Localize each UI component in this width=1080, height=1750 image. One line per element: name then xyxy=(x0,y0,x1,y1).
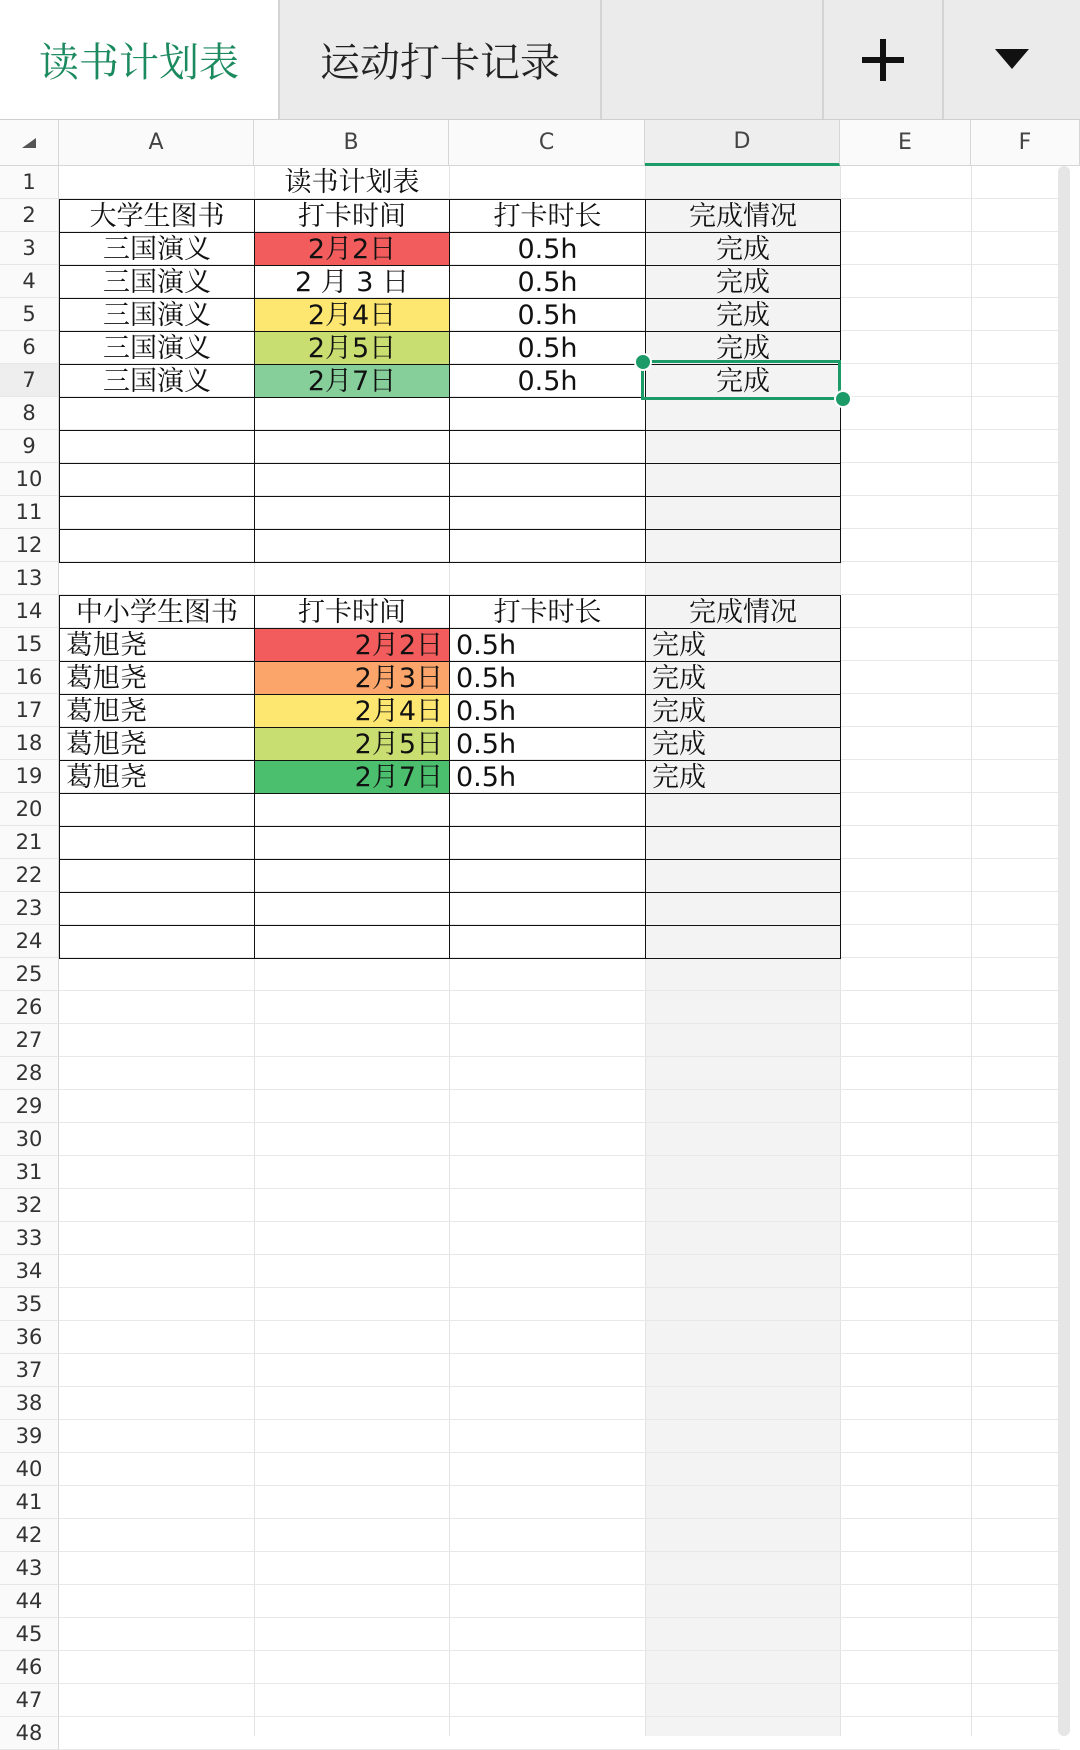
row-header-31[interactable]: 31 xyxy=(0,1156,59,1189)
table1-cell[interactable]: 三国演义 xyxy=(59,298,254,331)
table1-cell[interactable]: 完成 xyxy=(645,265,841,298)
row-header-32[interactable]: 32 xyxy=(0,1189,59,1222)
table2-cell[interactable]: 2月4日 xyxy=(254,694,449,727)
row-header-46[interactable]: 46 xyxy=(0,1651,59,1684)
row-header-48[interactable]: 48 xyxy=(0,1717,59,1750)
row-header-7[interactable]: 7 xyxy=(0,364,59,397)
table1-empty-cell[interactable] xyxy=(59,397,254,430)
grid-row-line xyxy=(59,1452,1060,1453)
table2-cell[interactable]: 葛旭尧 xyxy=(59,661,254,694)
row-header-35[interactable]: 35 xyxy=(0,1288,59,1321)
row-header-2[interactable]: 2 xyxy=(0,199,59,232)
grid-row-line xyxy=(59,1485,1060,1486)
table1-cell[interactable]: 三国演义 xyxy=(59,265,254,298)
tab-label: 运动打卡记录 xyxy=(320,40,560,86)
table2-cell[interactable]: 2月7日 xyxy=(254,760,449,793)
table1-empty-cell[interactable] xyxy=(449,463,645,496)
table2-cell[interactable]: 0.5h xyxy=(449,628,645,661)
column-header-a[interactable]: A xyxy=(59,120,254,166)
column-header-c[interactable]: C xyxy=(449,120,645,166)
table2-cell[interactable]: 0.5h xyxy=(449,760,645,793)
cell-selection-box[interactable] xyxy=(641,360,841,400)
row-header-19[interactable]: 19 xyxy=(0,760,59,793)
table1-cell[interactable]: 0.5h xyxy=(449,265,645,298)
table2-empty-cell[interactable] xyxy=(645,892,841,925)
sheet-menu-button[interactable] xyxy=(942,0,1080,119)
table2-empty-cell[interactable] xyxy=(645,925,841,959)
table1-cell[interactable]: 三国演义 xyxy=(59,232,254,265)
table2-empty-cell[interactable] xyxy=(254,925,449,959)
row-header-34[interactable]: 34 xyxy=(0,1255,59,1288)
table1-cell[interactable]: 完成 xyxy=(645,232,841,265)
table2-empty-cell[interactable] xyxy=(645,793,841,826)
row-header-17[interactable]: 17 xyxy=(0,694,59,727)
table1-empty-cell[interactable] xyxy=(254,430,449,463)
table1-empty-cell[interactable] xyxy=(449,496,645,529)
table1-empty-cell[interactable] xyxy=(254,463,449,496)
row-header-30[interactable]: 30 xyxy=(0,1123,59,1156)
table1-empty-cell[interactable] xyxy=(645,397,841,430)
row-header-47[interactable]: 47 xyxy=(0,1684,59,1717)
row-header-22[interactable]: 22 xyxy=(0,859,59,892)
table1-cell[interactable]: 完成 xyxy=(645,331,841,364)
table1-empty-cell[interactable] xyxy=(449,529,645,563)
grid-row-line xyxy=(59,1287,1060,1288)
row-header-25[interactable]: 25 xyxy=(0,958,59,991)
column-header-d[interactable]: D xyxy=(645,120,840,166)
tab-exercise-log[interactable] xyxy=(280,0,602,119)
row-header-8[interactable]: 8 xyxy=(0,397,59,430)
grid-row-line xyxy=(59,1089,1060,1090)
table2-empty-cell[interactable] xyxy=(449,859,645,892)
table1-header-cell[interactable]: 打卡时间 xyxy=(254,199,449,232)
table1-empty-cell[interactable] xyxy=(645,496,841,529)
table2-cell[interactable]: 2月3日 xyxy=(254,661,449,694)
table1-header-cell[interactable]: 打卡时长 xyxy=(449,199,645,232)
add-sheet-button[interactable] xyxy=(822,0,942,119)
row-header-23[interactable]: 23 xyxy=(0,892,59,925)
row-header-24[interactable]: 24 xyxy=(0,925,59,958)
grid-row-line xyxy=(59,1386,1060,1387)
table2-cell[interactable]: 0.5h xyxy=(449,694,645,727)
table1-empty-cell[interactable] xyxy=(59,529,254,563)
table2-header-cell[interactable]: 完成情况 xyxy=(645,595,841,628)
grid-row-line xyxy=(59,1023,1060,1024)
table1-header-cell[interactable]: 大学生图书 xyxy=(59,199,254,232)
table2-empty-cell[interactable] xyxy=(254,859,449,892)
grid-row-line xyxy=(59,1320,1060,1321)
row-header-38[interactable]: 38 xyxy=(0,1387,59,1420)
row-header-3[interactable]: 3 xyxy=(0,232,59,265)
table2-empty-cell[interactable] xyxy=(59,826,254,859)
tab-label: 读书计划表 xyxy=(39,40,239,86)
grid-row-line xyxy=(59,1221,1060,1222)
row-header-13[interactable]: 13 xyxy=(0,562,59,595)
row-header-11[interactable]: 11 xyxy=(0,496,59,529)
table1-empty-cell[interactable] xyxy=(645,430,841,463)
table2-empty-cell[interactable] xyxy=(645,859,841,892)
grid-row-line xyxy=(59,1617,1060,1618)
table1-header-cell[interactable]: 完成情况 xyxy=(645,199,841,232)
row-header-26[interactable]: 26 xyxy=(0,991,59,1024)
table2-header-cell[interactable]: 打卡时间 xyxy=(254,595,449,628)
table1-cell[interactable]: 三国演义 xyxy=(59,331,254,364)
row-header-10[interactable]: 10 xyxy=(0,463,59,496)
grid-row-line xyxy=(59,1650,1060,1651)
table2-cell[interactable]: 0.5h xyxy=(449,727,645,760)
column-header-e[interactable]: E xyxy=(840,120,971,166)
plus-icon xyxy=(860,37,906,83)
table1-empty-cell[interactable] xyxy=(645,529,841,563)
grid-row-line xyxy=(59,1056,1060,1057)
table1-cell[interactable]: 2月4日 xyxy=(254,298,449,331)
grid-row-line xyxy=(59,1584,1060,1585)
table2-empty-cell[interactable] xyxy=(59,793,254,826)
table2-empty-cell[interactable] xyxy=(254,793,449,826)
grid-row-line xyxy=(59,990,1060,991)
vertical-scrollbar[interactable] xyxy=(1058,166,1070,1736)
table2-empty-cell[interactable] xyxy=(449,925,645,959)
table2-empty-cell[interactable] xyxy=(59,859,254,892)
table2-empty-cell[interactable] xyxy=(254,826,449,859)
row-header-41[interactable]: 41 xyxy=(0,1486,59,1519)
table2-cell[interactable]: 完成 xyxy=(645,628,841,661)
table1-empty-cell[interactable] xyxy=(449,430,645,463)
grid-column-line xyxy=(971,166,972,1736)
table2-cell[interactable]: 完成 xyxy=(645,727,841,760)
row-header-27[interactable]: 27 xyxy=(0,1024,59,1057)
table1-cell[interactable]: 2月5日 xyxy=(254,331,449,364)
table1-empty-cell[interactable] xyxy=(254,529,449,563)
table1-title-text: 读书计划表 xyxy=(284,167,420,198)
row-header-36[interactable]: 36 xyxy=(0,1321,59,1354)
grid-row-line xyxy=(59,1683,1060,1684)
table1-cell[interactable]: 2月7日 xyxy=(254,364,449,397)
selection-handle-bottom-right[interactable] xyxy=(834,390,852,408)
grid-row-line xyxy=(59,1419,1060,1420)
row-header-9[interactable]: 9 xyxy=(0,430,59,463)
table2-cell[interactable]: 葛旭尧 xyxy=(59,760,254,793)
table2-cell[interactable]: 2月5日 xyxy=(254,727,449,760)
column-header-b[interactable]: B xyxy=(254,120,449,166)
caret-down-icon xyxy=(995,49,1029,71)
table1-empty-cell[interactable] xyxy=(254,496,449,529)
table2-header-cell[interactable]: 打卡时长 xyxy=(449,595,645,628)
table1-cell[interactable]: 完成 xyxy=(645,364,841,397)
table1-cell[interactable]: 0.5h xyxy=(449,364,645,397)
grid-row-line xyxy=(59,1353,1060,1354)
table2-cell[interactable]: 葛旭尧 xyxy=(59,727,254,760)
table1-empty-cell[interactable] xyxy=(645,463,841,496)
sheet-tab-bar xyxy=(0,0,1080,120)
row-header-1[interactable]: 1 xyxy=(0,166,59,199)
row-header-42[interactable]: 42 xyxy=(0,1519,59,1552)
table2-cell[interactable]: 葛旭尧 xyxy=(59,628,254,661)
row-header-39[interactable]: 39 xyxy=(0,1420,59,1453)
table1-empty-cell[interactable] xyxy=(59,430,254,463)
row-header-18[interactable]: 18 xyxy=(0,727,59,760)
row-header-14[interactable]: 14 xyxy=(0,595,59,628)
tab-reading-plan[interactable] xyxy=(0,0,280,119)
table2-empty-cell[interactable] xyxy=(449,892,645,925)
row-header-33[interactable]: 33 xyxy=(0,1222,59,1255)
table2-empty-cell[interactable] xyxy=(645,826,841,859)
table2-cell[interactable]: 0.5h xyxy=(449,661,645,694)
row-header-43[interactable]: 43 xyxy=(0,1552,59,1585)
row-header-29[interactable]: 29 xyxy=(0,1090,59,1123)
row-header-40[interactable]: 40 xyxy=(0,1453,59,1486)
row-header-28[interactable]: 28 xyxy=(0,1057,59,1090)
table1-cell[interactable]: 0.5h xyxy=(449,232,645,265)
row-header-12[interactable]: 12 xyxy=(0,529,59,562)
table2-empty-cell[interactable] xyxy=(449,793,645,826)
grid-row-line xyxy=(59,1155,1060,1156)
select-all-corner[interactable] xyxy=(0,120,59,166)
selection-handle-top-left[interactable] xyxy=(634,353,652,371)
row-header-21[interactable]: 21 xyxy=(0,826,59,859)
grid-row-line xyxy=(59,1716,1060,1717)
table2-empty-cell[interactable] xyxy=(254,892,449,925)
table1-empty-cell[interactable] xyxy=(59,496,254,529)
corner-triangle-icon xyxy=(0,120,59,166)
row-header-5[interactable]: 5 xyxy=(0,298,59,331)
table2-empty-cell[interactable] xyxy=(59,892,254,925)
grid-row-line xyxy=(59,1254,1060,1255)
table2-header-cell[interactable]: 中小学生图书 xyxy=(59,595,254,628)
table1-cell[interactable]: 0.5h xyxy=(449,298,645,331)
table1-cell[interactable]: 2月2日 xyxy=(254,232,449,265)
row-header-16[interactable]: 16 xyxy=(0,661,59,694)
row-header-4[interactable]: 4 xyxy=(0,265,59,298)
row-header-37[interactable]: 37 xyxy=(0,1354,59,1387)
row-header-6[interactable]: 6 xyxy=(0,331,59,364)
table2-empty-cell[interactable] xyxy=(449,826,645,859)
table1-empty-cell[interactable] xyxy=(59,463,254,496)
table1-cell[interactable]: 三国演义 xyxy=(59,364,254,397)
table2-cell[interactable]: 完成 xyxy=(645,694,841,727)
table1-empty-cell[interactable] xyxy=(254,397,449,430)
table2-cell[interactable]: 葛旭尧 xyxy=(59,694,254,727)
table1-cell[interactable]: 2 月 3 日 xyxy=(254,265,449,298)
row-header-44[interactable]: 44 xyxy=(0,1585,59,1618)
table1-cell[interactable]: 完成 xyxy=(645,298,841,331)
table1-title[interactable] xyxy=(59,166,645,199)
row-header-20[interactable]: 20 xyxy=(0,793,59,826)
table2-cell[interactable]: 完成 xyxy=(645,760,841,793)
grid-row-line xyxy=(59,1188,1060,1189)
table1-cell[interactable]: 0.5h xyxy=(449,331,645,364)
row-header-45[interactable]: 45 xyxy=(0,1618,59,1651)
table2-cell[interactable]: 完成 xyxy=(645,661,841,694)
grid-row-line xyxy=(59,1551,1060,1552)
table2-cell[interactable]: 2月2日 xyxy=(254,628,449,661)
grid-row-line xyxy=(59,1122,1060,1123)
table2-empty-cell[interactable] xyxy=(59,925,254,959)
column-header-f[interactable]: F xyxy=(971,120,1080,166)
row-header-15[interactable]: 15 xyxy=(0,628,59,661)
grid-row-line xyxy=(59,1518,1060,1519)
table1-empty-cell[interactable] xyxy=(449,397,645,430)
